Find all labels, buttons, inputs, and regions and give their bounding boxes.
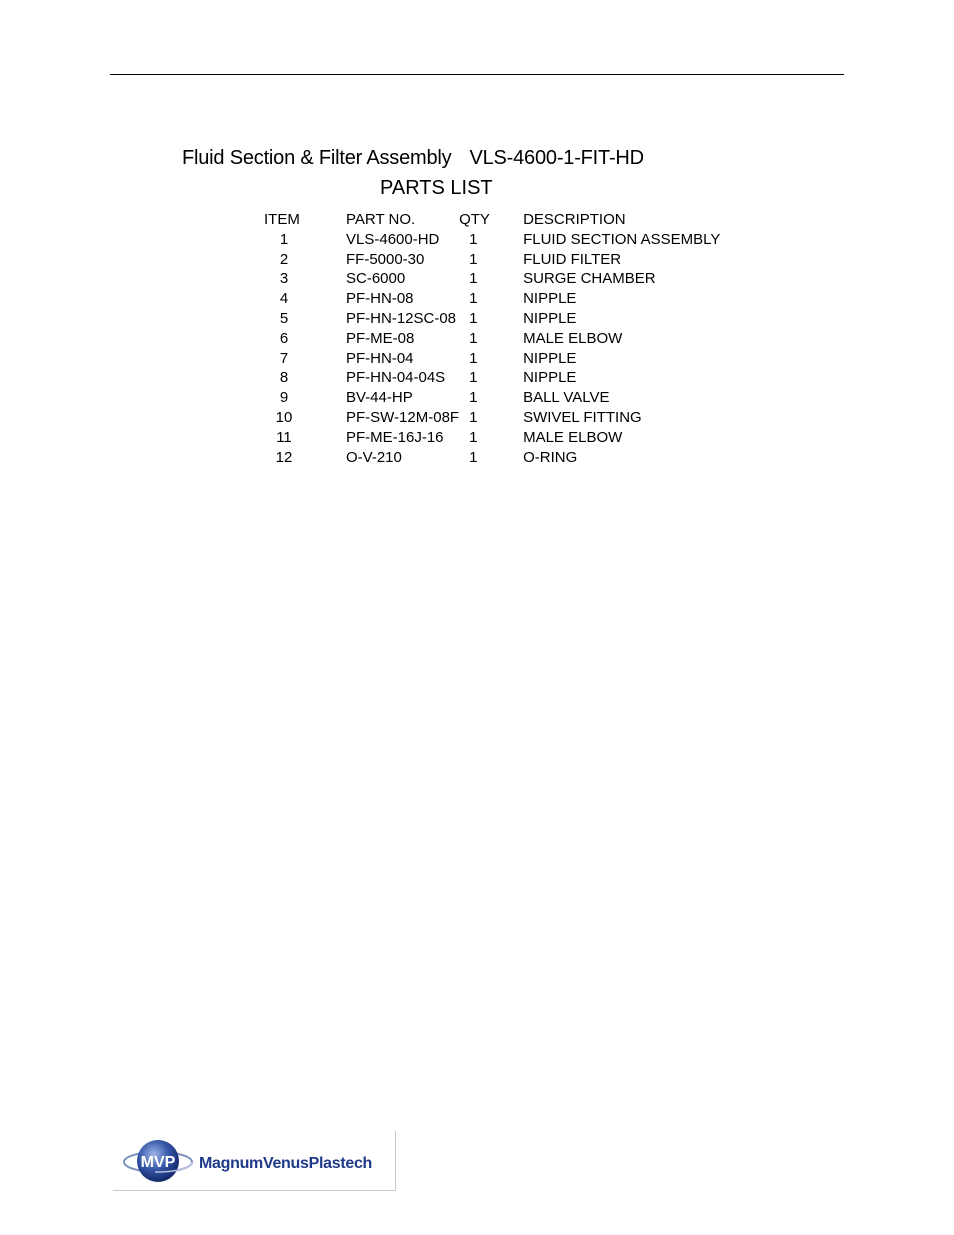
cell-item: 11	[276, 428, 292, 446]
cell-qty: 1	[469, 349, 478, 367]
cell-item: 4	[279, 290, 289, 308]
logo-wordmark: MagnumVenusPlastech	[199, 1155, 373, 1172]
cell-item: 10	[275, 408, 293, 426]
cell-description: O-RING	[523, 448, 578, 466]
table-row	[264, 329, 753, 349]
cell-part-no: SC-6000	[346, 270, 406, 288]
cell-part-no: O-V-210	[346, 448, 402, 466]
table-row	[264, 349, 753, 369]
table-row	[264, 448, 753, 468]
cell-part-no: PF-HN-08	[346, 290, 414, 308]
cell-description: FLUID FILTER	[523, 250, 622, 268]
header-part-no: PART NO.	[346, 211, 416, 228]
table-row	[264, 230, 753, 250]
cell-item: 6	[279, 329, 289, 347]
cell-item: 12	[275, 448, 293, 466]
cell-part-no: PF-HN-12SC-08	[346, 309, 457, 327]
cell-item: 9	[279, 389, 289, 407]
cell-item: 2	[279, 250, 289, 268]
cell-description: NIPPLE	[523, 309, 577, 327]
company-logo	[113, 1131, 396, 1191]
cell-part-no: FF-5000-30	[346, 250, 425, 268]
title-text: Fluid Section & Filter Assembly	[182, 147, 452, 169]
document-title	[182, 147, 644, 170]
table-row	[264, 388, 753, 408]
cell-description: FLUID SECTION ASSEMBLY	[523, 230, 721, 248]
table-row	[264, 269, 753, 289]
cell-item: 1	[279, 230, 289, 248]
table-row	[264, 428, 753, 448]
cell-description: MALE ELBOW	[523, 329, 623, 347]
mvp-globe-icon	[119, 1137, 197, 1185]
cell-description: SURGE CHAMBER	[523, 270, 656, 288]
table-header-row	[264, 210, 753, 230]
cell-description: SWIVEL FITTING	[523, 408, 642, 426]
cell-part-no: PF-SW-12M-08F	[346, 408, 460, 426]
cell-description: MALE ELBOW	[523, 428, 623, 446]
table-row	[264, 368, 753, 388]
cell-qty: 1	[469, 329, 478, 347]
table-row	[264, 250, 753, 270]
cell-qty: 1	[469, 290, 478, 308]
cell-description: BALL VALVE	[523, 389, 610, 407]
cell-part-no: PF-HN-04	[346, 349, 414, 367]
cell-item: 7	[279, 349, 289, 367]
table-row	[264, 309, 753, 329]
cell-part-no: PF-HN-04-04S	[346, 369, 446, 387]
model-number: VLS-4600-1-FIT-HD	[469, 147, 644, 169]
parts-table	[264, 210, 753, 467]
header-description: DESCRIPTION	[523, 211, 626, 228]
cell-qty: 1	[469, 428, 478, 446]
cell-description: NIPPLE	[523, 290, 577, 308]
parts-list-heading: PARTS LIST	[380, 177, 493, 199]
cell-item: 3	[279, 270, 289, 288]
cell-qty: 1	[469, 369, 478, 387]
cell-description: NIPPLE	[523, 369, 577, 387]
cell-qty: 1	[469, 230, 478, 248]
cell-item: 5	[279, 309, 289, 327]
cell-qty: 1	[469, 408, 478, 426]
cell-part-no: PF-ME-16J-16	[346, 428, 444, 446]
logo-badge-text: MVP	[140, 1154, 176, 1171]
cell-part-no: VLS-4600-HD	[346, 230, 440, 248]
header-item: ITEM	[264, 211, 300, 228]
cell-part-no: BV-44-HP	[346, 389, 413, 407]
cell-item: 8	[279, 369, 289, 387]
cell-part-no: PF-ME-08	[346, 329, 415, 347]
table-row	[264, 289, 753, 309]
cell-qty: 1	[469, 448, 478, 466]
cell-qty: 1	[469, 309, 478, 327]
header-rule	[110, 74, 844, 75]
cell-qty: 1	[469, 250, 478, 268]
cell-description: NIPPLE	[523, 349, 577, 367]
cell-qty: 1	[469, 389, 478, 407]
cell-qty: 1	[469, 270, 478, 288]
header-qty: QTY	[459, 211, 490, 228]
table-row	[264, 408, 753, 428]
